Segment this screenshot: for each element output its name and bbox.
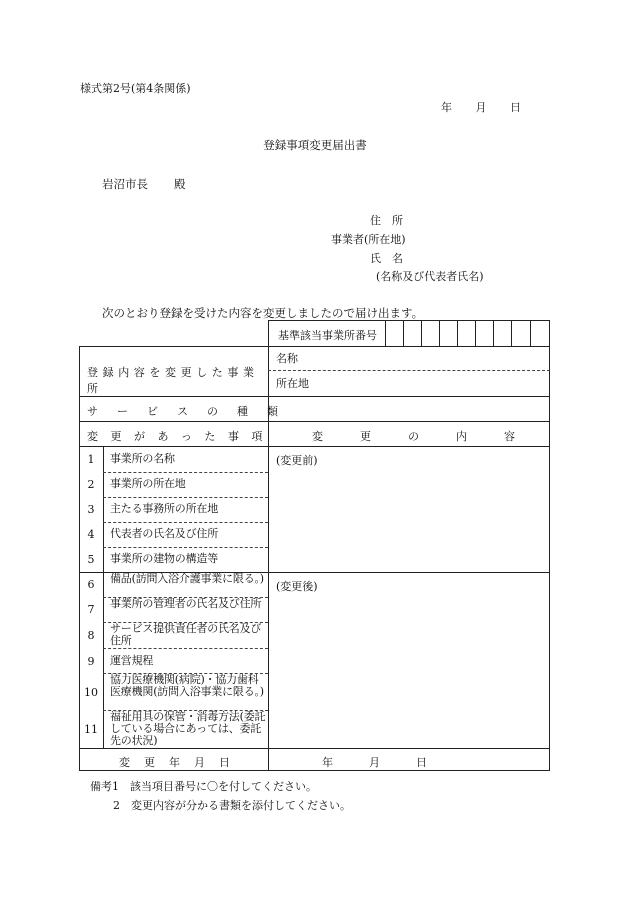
item-no-8: 8 xyxy=(87,629,95,642)
change-content-label: 変更の内容 xyxy=(312,430,552,443)
note-1: 備考1 該当項目番号に〇を付してください。 xyxy=(90,780,317,793)
item-label-8: サービス提供責任者の氏名及び住所 xyxy=(110,622,262,647)
item-label-4: 代表者の氏名及び住所 xyxy=(110,527,218,540)
intro-text: 次のとおり登録を受けた内容を変更しましたので届け出ます。 xyxy=(102,306,424,320)
item-label-11: 福祉用具の保管・消毒方法(委託している場合にあっては、委託先の状況) xyxy=(110,710,266,747)
item-label-1: 事業所の名称 xyxy=(110,452,175,465)
item-no-2: 2 xyxy=(87,478,95,491)
item-no-11: 11 xyxy=(84,723,98,736)
change-date-fields xyxy=(322,754,427,770)
changed-office-label xyxy=(87,364,261,396)
applicant-name-note: (名称及び代表者氏名) xyxy=(376,270,484,283)
addressee-honorific: 殿 xyxy=(174,177,186,191)
changed-items-label: 変更があった事項 xyxy=(87,430,275,443)
note-2: 2 変更内容が分かる書類を添付してください。 xyxy=(113,799,351,812)
item-no-7: 7 xyxy=(87,603,95,616)
item-label-9: 運営規程 xyxy=(110,654,154,667)
form-number: 様式第2号(第4条関係) xyxy=(80,82,191,95)
item-no-4: 4 xyxy=(87,528,95,541)
office-number-label: 基準該当事業所番号 xyxy=(278,329,377,342)
item-label-10: 協力医療機関(病院)・協力歯科医療機関(訪問入浴事業に限る。) xyxy=(110,673,264,698)
item-no-9: 9 xyxy=(87,655,95,668)
change-date-label: 変更年月日 xyxy=(119,756,244,769)
item-label-2: 事業所の所在地 xyxy=(110,477,186,490)
item-no-10: 10 xyxy=(84,686,98,699)
office-name-label: 名称 xyxy=(276,352,298,365)
item-label-3: 主たる事務所の所在地 xyxy=(110,502,218,515)
addressee xyxy=(102,176,186,192)
date-month-label: 月 xyxy=(475,101,487,114)
item-no-6: 6 xyxy=(87,578,95,591)
item-label-7: 事業所の管理者の氏名及び住所 xyxy=(110,597,262,610)
applicant-name-label: 氏 名 xyxy=(370,252,403,265)
submission-date xyxy=(441,99,521,115)
date-day-label: 日 xyxy=(510,101,521,114)
office-location-label: 所在地 xyxy=(276,377,309,390)
addressee-mayor: 岩沼市長 xyxy=(102,177,148,191)
applicant-address-label: 住 所 xyxy=(370,214,403,227)
change-date-year: 年 xyxy=(322,756,333,769)
after-change-label: (変更後) xyxy=(276,580,318,593)
service-type-label: サービスの種類 xyxy=(87,405,297,418)
item-no-3: 3 xyxy=(87,503,95,516)
date-year-label: 年 xyxy=(441,101,452,114)
change-date-day: 日 xyxy=(416,756,427,769)
item-label-5: 事業所の建物の構造等 xyxy=(110,552,218,565)
document-title: 登録事項変更届出書 xyxy=(263,138,367,152)
change-date-month: 月 xyxy=(369,756,380,769)
item-label-6: 備品(訪問入浴介護事業に限る。) xyxy=(110,572,264,585)
before-change-label: (変更前) xyxy=(276,454,318,467)
changed-office-label-text: 登録内容を変更した事業所 xyxy=(87,366,259,395)
item-no-1: 1 xyxy=(87,453,95,466)
applicant-business-label: 事業者(所在地) xyxy=(331,233,406,246)
item-no-5: 5 xyxy=(87,553,95,566)
